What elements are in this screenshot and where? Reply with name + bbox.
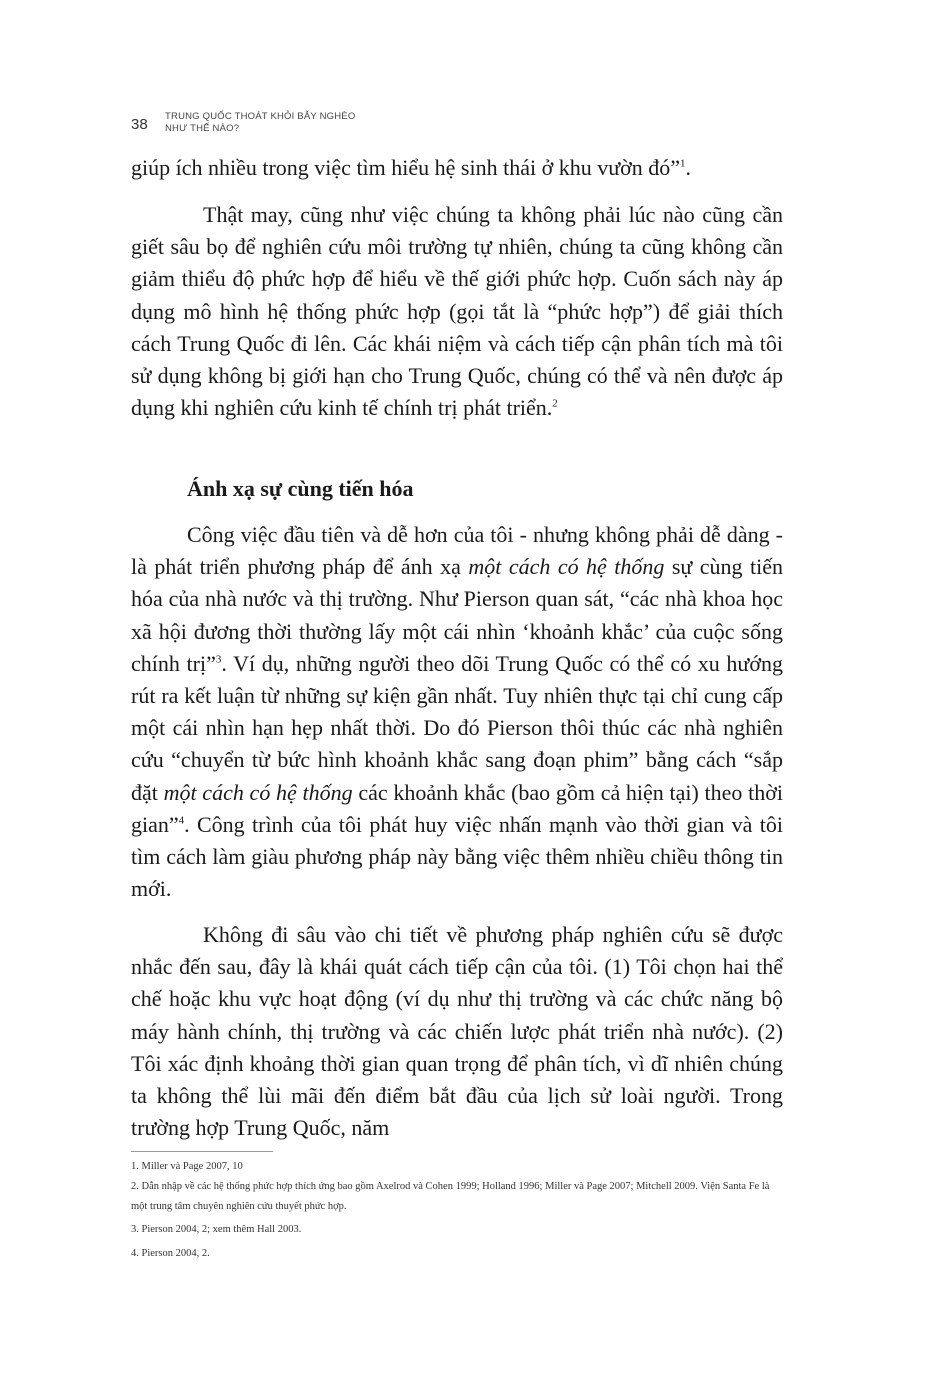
emphasis-text: một cách có hệ thống xyxy=(468,554,665,580)
running-head xyxy=(165,111,355,135)
footnote-3: 3. Pierson 2004, 2; xem thêm Hall 2003. xyxy=(131,1224,302,1235)
footnote-ref-3[interactable]: 3 xyxy=(215,653,222,666)
page-number: 38 xyxy=(131,116,148,133)
emphasis-text: một cách có hệ thống xyxy=(163,779,353,805)
section-heading: Ánh xạ sự cùng tiến hóa xyxy=(187,476,414,501)
footnote-2: 2. Dẫn nhập về các hệ thống phức hợp thích ứng bao gồm Axelrod và Cohen 1999; Holland 1996; Miller và Page 2007; Mitchell 2009. Viện Santa Fe là một trung tâm chuyên nghiên cứu thuyết phức hợp. xyxy=(131,1181,770,1212)
paragraph-coevolution xyxy=(131,519,783,905)
running-head-line-2: NHƯ THẾ NÀO? xyxy=(165,123,240,134)
text-segment: . Công trình của tôi phát huy việc nhấn mạnh vào thời gian và tôi tìm cách làm giàu phương pháp này bằng việc thêm nhiều chiều thông tin mới. xyxy=(131,811,783,902)
paragraph-end: . xyxy=(685,155,692,180)
running-head-line-1: TRUNG QUỐC THOÁT KHỎI BẪY NGHÈO xyxy=(165,111,356,122)
text-segment: sự cùng tiến hóa của nhà nước và thị trường. Như Pierson quan sát, “các nhà khoa học xã hội đương thời thường lấy một cái nhìn ‘khoảnh khắc’ của cuộc sống chính trị” xyxy=(131,554,784,676)
paragraph-complexity xyxy=(131,199,783,424)
footnote-4: 4. Pierson 2004, 2. xyxy=(131,1248,210,1259)
footnote-1: 1. Miller và Page 2007, 10 xyxy=(131,1161,243,1172)
text-segment: các khoảnh khắc (bao gồm cả hiện tại) theo thời gian” xyxy=(131,779,783,837)
paragraph-text: giúp ích nhiều trong việc tìm hiểu hệ sinh thái ở khu vườn đó” xyxy=(131,155,681,180)
text-segment: Công việc đầu tiên và dễ hơn của tôi - nhưng không phải dễ dàng - là phát triển phương pháp để ánh xạ xyxy=(131,522,783,580)
footnote-ref-2[interactable]: 2 xyxy=(552,397,558,410)
paragraph-text: Không đi sâu vào chi tiết về phương pháp nghiên cứu sẽ được nhắc đến sau, đây là khái quát cách tiếp cận của tôi. (1) Tôi chọn hai thể chế hoặc khu vực hoạt động (ví dụ như thị trường và các chức năng bộ máy hành chính, thị trường và các chiến lược phát triển nhà nước). (2) Tôi xác định khoảng thời gian quan trọng để phân tích, vì dĩ nhiên chúng ta không thể lùi mãi đến điểm bắt đầu của lịch sử loài người. Trong trường hợp Trung Quốc, năm xyxy=(131,922,783,1141)
paragraph-text: Thật may, cũng như việc chúng ta không phải lúc nào cũng cần giết sâu bọ để nghiên cứu môi trường tự nhiên, chúng ta cũng không cần giảm thiểu độ phức hợp để hiểu về thế giới phức hợp. Cuốn sách này áp dụng mô hình hệ thống phức hợp (gọi tắt là “phức hợp”) để giải thích cách Trung Quốc đi lên. Các khái niệm và cách tiếp cận phân tích mà tôi sử dụng không bị giới hạn cho Trung Quốc, chúng có thể và nên được áp dụng khi nghiên cứu kinh tế chính trị phát triển. xyxy=(131,202,783,421)
text-segment: . Ví dụ, những người theo dõi Trung Quốc có thể có xu hướng rút ra kết luận từ những sự kiện gần nhất. Tuy nhiên thực tại chỉ cung cấp một cái nhìn hạn hẹp nhất thời. Do đó Pierson thôi thúc các nhà nghiên cứu “chuyển từ bức hình khoảnh khắc sang đoạn phim” bằng cách “sắp đặt xyxy=(131,650,783,805)
paragraph-continuation xyxy=(131,152,783,184)
footnote-ref-1[interactable]: 1 xyxy=(680,157,686,170)
footnote-divider xyxy=(131,1151,273,1152)
footnote-ref-4[interactable]: 4 xyxy=(178,814,185,827)
paragraph-approach xyxy=(131,919,783,1144)
